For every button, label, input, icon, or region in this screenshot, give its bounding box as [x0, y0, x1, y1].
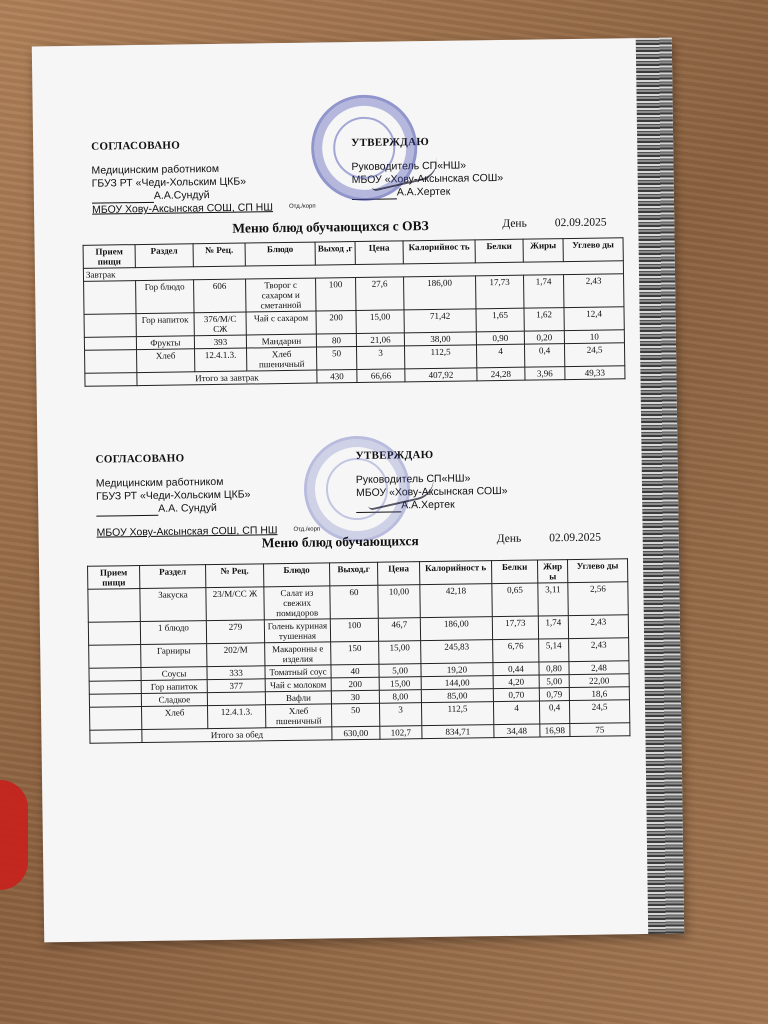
- table-cell: Сладкое: [141, 693, 207, 707]
- table-cell: Мандарин: [246, 334, 316, 348]
- table-cell: 10: [564, 330, 624, 344]
- table-cell: 10,00: [378, 585, 420, 619]
- header-cell: Прием пищи: [83, 245, 135, 269]
- header-cell: Выход,г: [330, 562, 378, 586]
- signature-underline: [92, 192, 154, 204]
- table-cell: 50: [317, 347, 357, 371]
- approval-header: [85, 446, 646, 538]
- lunch-table: [87, 558, 630, 744]
- table-cell: 0,44: [493, 662, 539, 676]
- agreed-line2: ГБУЗ РТ «Чеди-Хольским ЦКБ»: [95, 488, 251, 503]
- approved-signer: А.А.Хертек: [401, 498, 455, 512]
- table-cell: Гарниры: [141, 644, 207, 668]
- table-cell: 3,11: [538, 583, 568, 616]
- table-cell: 1 блюдо: [140, 621, 206, 645]
- table-cell: 17,73: [492, 616, 538, 640]
- table-cell: 12.4.1.3.: [207, 705, 265, 729]
- agreed-line2: ГБУЗ РТ «Чеди-Хольским ЦКБ»: [91, 175, 247, 190]
- table-cell: 0,4: [524, 344, 564, 368]
- approved-caption: УТВЕРЖДАЮ: [351, 135, 430, 150]
- table-cell: 2,43: [568, 615, 628, 639]
- approved-line2: МБОУ «Хову-Аксынская СОШ»: [355, 484, 508, 500]
- table-cell: 112,5: [421, 702, 493, 726]
- table-cell: 0,90: [476, 331, 524, 345]
- header-cell: Цена: [378, 562, 420, 586]
- header-cell: Выход ,г: [315, 242, 355, 266]
- agreed-block: [91, 137, 342, 216]
- table-cell: 24,5: [564, 343, 624, 367]
- total-cell: 102,7: [380, 726, 422, 740]
- table-cell: 333: [207, 666, 265, 680]
- table-cell: [84, 281, 136, 315]
- table-cell: 8,00: [379, 690, 421, 704]
- table-cell: 606: [194, 279, 246, 313]
- table-cell: 1,74: [538, 616, 568, 639]
- table-cell: 3: [379, 703, 421, 727]
- table-cell: 15,00: [379, 641, 421, 665]
- table-cell: 186,00: [420, 617, 492, 641]
- table-cell: Творог с сахаром и сметанной: [246, 278, 316, 312]
- date-value: 02.09.2025: [554, 216, 607, 230]
- table-cell: 4: [493, 701, 539, 725]
- menu-date: [502, 217, 606, 230]
- total-cell: 34,48: [494, 724, 540, 738]
- header-cell: Прием пищи: [88, 566, 140, 590]
- table-cell: 2,43: [564, 274, 624, 308]
- table-cell: Гор напиток: [136, 313, 194, 337]
- agreed-signer: А.А.Сундуй: [153, 189, 210, 202]
- header-cell: № Рец.: [206, 564, 264, 588]
- table-cell: 2,43: [569, 638, 629, 662]
- table-cell: 376/М/С СЖ: [194, 312, 246, 336]
- table-cell: 85,00: [421, 689, 493, 703]
- table-cell: Салат из свежих помидоров: [264, 586, 330, 620]
- table-cell: 4,20: [493, 675, 539, 689]
- table-cell: 23/М/СС Ж: [206, 587, 264, 621]
- table-cell: 200: [316, 311, 356, 335]
- table-cell: 15,00: [356, 310, 404, 334]
- table-cell: 4: [476, 344, 524, 368]
- table-cell: [90, 707, 142, 731]
- agreed-note: Отд./корп: [293, 526, 321, 533]
- total-cell: 66,66: [357, 369, 405, 383]
- table-cell: Вафли: [265, 691, 331, 705]
- table-cell: 42,18: [420, 584, 492, 618]
- table-cell: Хлеб: [142, 706, 208, 730]
- header-cell: Блюдо: [245, 242, 315, 266]
- agreed-line4: [92, 200, 342, 216]
- header-cell: Углево ды: [563, 238, 623, 262]
- table-cell: Гор напиток: [141, 680, 207, 694]
- header-cell: Калорийност ь: [420, 561, 492, 585]
- table-cell: 0,79: [539, 688, 569, 701]
- signature-underline: [96, 505, 158, 517]
- table-cell: 80: [316, 334, 356, 348]
- table-cell: [84, 337, 136, 351]
- header-cell: Блюдо: [264, 563, 330, 587]
- table-cell: 2,48: [569, 661, 629, 675]
- table-cell: Хлеб: [137, 349, 195, 373]
- table-cell: 71,42: [404, 309, 476, 333]
- table-cell: 100: [316, 278, 356, 312]
- approved-line2: МБОУ «Хову-Аксынская СОШ»: [351, 171, 504, 187]
- table-cell: [89, 645, 141, 669]
- table-cell: 200: [331, 677, 379, 691]
- table-cell: 0,4: [539, 701, 569, 724]
- table-cell: Гор блюдо: [136, 280, 194, 314]
- day-label: День: [496, 532, 522, 546]
- day-label: День: [502, 217, 527, 230]
- table-cell: 0,65: [492, 583, 538, 617]
- table-cell: 112,5: [404, 345, 476, 369]
- table-cell: Томатный соус: [265, 665, 331, 679]
- total-cell: 834,71: [422, 725, 494, 739]
- table-cell: 24,5: [569, 700, 629, 724]
- agreed-school: МБОУ Хову-Аксынская СОШ, СП НШ: [96, 524, 278, 539]
- agreed-caption: СОГЛАСОВАНО: [91, 139, 181, 153]
- total-cell: 16,98: [540, 724, 570, 737]
- table-cell: 30: [331, 690, 379, 704]
- table-cell: 279: [206, 620, 264, 644]
- total-label: Итого за завтрак: [137, 370, 317, 386]
- header-cell: Раздел: [140, 565, 206, 589]
- table-cell: 46,7: [378, 618, 420, 642]
- header-cell: Цена: [355, 241, 403, 265]
- total-cell: 630,00: [332, 726, 380, 740]
- table-cell: [89, 668, 141, 682]
- menu-title: Меню блюд обучающихся с ОВЗ: [232, 217, 429, 236]
- header-cell: Жир ы: [537, 560, 567, 583]
- header-cell: Белки: [475, 239, 523, 263]
- agreed-school: МБОУ Хову-Аксынская СОШ, СП НШ: [91, 201, 274, 216]
- menu-sheet: [32, 38, 684, 943]
- approved-line1: Руководитель СП«НШ»: [351, 159, 467, 174]
- section-general: [85, 446, 649, 744]
- header-cell: Белки: [491, 560, 537, 584]
- total-cell: 49,33: [565, 366, 625, 380]
- agreed-line1: Медицинским работником: [91, 162, 220, 177]
- agreed-caption: СОГЛАСОВАНО: [95, 452, 185, 466]
- table-cell: 1,62: [524, 308, 564, 332]
- header-cell: Углево ды: [567, 559, 627, 583]
- table-cell: 15,00: [379, 677, 421, 691]
- agreed-signer: А.А. Сундуй: [158, 501, 217, 515]
- table-cell: Закуска: [140, 588, 206, 622]
- table-cell: 150: [331, 641, 379, 665]
- table-cell: 22,00: [569, 674, 629, 688]
- table-cell: 2,56: [568, 582, 628, 616]
- red-object-edge: [0, 780, 28, 890]
- date-value: 02.09.2025: [549, 531, 602, 545]
- approved-caption: УТВЕРЖДАЮ: [355, 448, 434, 463]
- table-cell: [88, 622, 140, 646]
- table-cell: 6,76: [493, 639, 539, 663]
- table-cell: 5,14: [539, 639, 569, 662]
- header-cell: Калорийнос ть: [403, 240, 475, 264]
- total-label: Итого за обед: [142, 727, 332, 743]
- total-cell: 75: [570, 723, 630, 737]
- table-cell: [89, 681, 141, 695]
- table-cell: [88, 589, 140, 623]
- approved-signer: А.А.Хертек: [396, 185, 451, 199]
- section-ovz: [81, 133, 644, 387]
- breakfast-table: [83, 237, 626, 387]
- table-cell: 50: [331, 703, 379, 727]
- table-cell: 5,00: [539, 675, 569, 688]
- table-cell: Чай с молоком: [265, 678, 331, 692]
- table-cell: 0,80: [539, 662, 569, 675]
- agreed-line1: Медицинским работником: [95, 475, 224, 490]
- table-cell: [85, 350, 137, 374]
- table-cell: 0,20: [524, 331, 564, 345]
- table-cell: 245,83: [421, 640, 493, 664]
- table-cell: 202/М: [207, 643, 265, 667]
- header-cell: Раздел: [135, 244, 193, 268]
- table-cell: 5,00: [379, 664, 421, 678]
- total-cell: 407,92: [405, 368, 477, 382]
- total-cell: 430: [317, 370, 357, 384]
- table-cell: Хлеб пшеничный: [247, 347, 317, 371]
- menu-title: Меню блюд обучающихся: [261, 533, 419, 551]
- table-cell: Чай с сахаром: [246, 311, 316, 335]
- table-cell: 19,20: [421, 663, 493, 677]
- table-cell: Фрукты: [136, 336, 194, 350]
- table-cell: 17,73: [476, 275, 524, 309]
- table-cell: 60: [330, 585, 378, 619]
- table-cell: 18,6: [569, 687, 629, 701]
- table-cell: [207, 692, 265, 706]
- agreed-note: Отд./корп: [288, 203, 316, 210]
- total-cell: 3,96: [525, 367, 565, 381]
- header-cell: Жиры: [523, 239, 563, 263]
- table-cell: 1,74: [524, 275, 564, 309]
- table-cell: 377: [207, 679, 265, 693]
- menu-date: [497, 532, 601, 545]
- table-cell: 12,4: [564, 307, 624, 331]
- table-cell: 40: [331, 664, 379, 678]
- table-cell: Хлеб пшеничный: [265, 704, 331, 728]
- table-cell: Соусы: [141, 667, 207, 681]
- table-cell: 12.4.1.3.: [195, 348, 247, 372]
- table-cell: 144,00: [421, 676, 493, 690]
- table-cell: 0,70: [493, 688, 539, 702]
- table-cell: [84, 314, 136, 338]
- approved-line1: Руководитель СП«НШ»: [355, 472, 471, 487]
- table-cell: 186,00: [404, 276, 476, 310]
- meal-label: Завтрак: [83, 261, 623, 282]
- table-cell: 27,6: [356, 277, 404, 311]
- table-cell: 21,06: [356, 333, 404, 347]
- table-cell: 100: [330, 618, 378, 642]
- table-cell: Голень куриная тушенная: [264, 619, 330, 643]
- approval-header: [81, 133, 642, 223]
- table-cell: 393: [194, 335, 246, 349]
- table-cell: 1,65: [476, 308, 524, 332]
- table-cell: 38,00: [404, 332, 476, 346]
- table-cell: [89, 694, 141, 708]
- total-cell: 24,28: [477, 367, 525, 381]
- table-cell: 3: [356, 346, 404, 370]
- table-cell: Макаронны е изделия: [265, 642, 331, 666]
- header-cell: № Рец.: [193, 243, 245, 267]
